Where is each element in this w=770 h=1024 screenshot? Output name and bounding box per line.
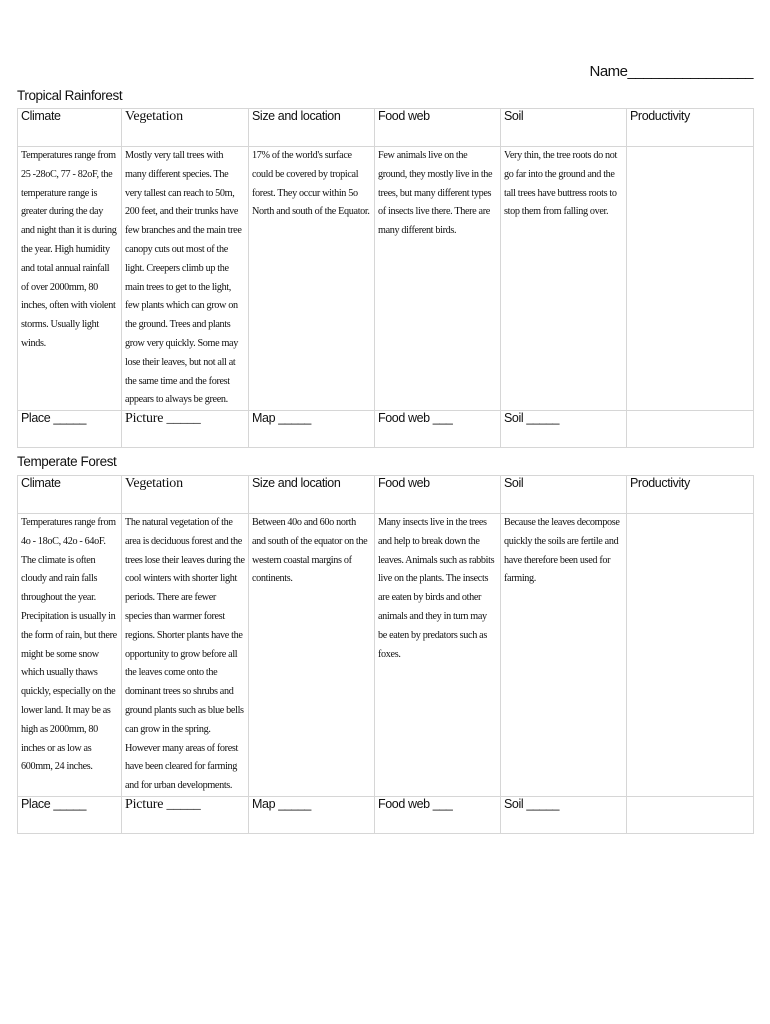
table-footer-row <box>18 411 754 448</box>
soil-field[interactable]: Soil _____ <box>501 411 627 448</box>
section-title-tropical: Tropical Rainforest <box>17 88 123 103</box>
food-web-field[interactable]: Food web ___ <box>375 411 501 448</box>
empty-field[interactable] <box>627 797 754 834</box>
table-header-row <box>18 476 754 514</box>
picture-field[interactable]: Picture _____ <box>122 797 249 834</box>
productivity-cell[interactable] <box>627 147 754 411</box>
food-web-cell: Few animals live on the ground, they mostly live in the trees, but many different types of insects live there. There are many different birds. <box>375 147 501 411</box>
soil-cell: Because the leaves decompose quickly the soils are fertile and have therefore been used for farming. <box>501 514 627 797</box>
map-field[interactable]: Map _____ <box>249 797 375 834</box>
vegetation-cell: The natural vegetation of the area is deciduous forest and the trees lose their leaves during the cool winters with shorter light periods. There are fewer species than warmer forest regions. Shorter plants have the opportunity to grow before all the leaves come onto the dominant trees so shrubs and ground plants such as blue bells can grow in the spring. However many areas of forest have been cleared for farming and for urban developments. <box>122 514 249 797</box>
header-size-location: Size and location <box>249 109 375 147</box>
header-soil: Soil <box>501 476 627 514</box>
header-climate: Climate <box>18 109 122 147</box>
climate-cell: Temperatures range from 4o - 18oC, 42o - 64oF. The climate is often cloudy and rain falls throughout the year. Precipitation is usually in the form of rain, but there might be some snow which usually thaws quickly, especially on the lower land. It may be as high as 2000mm, 80 inches or as low as 600mm, 24 inches. <box>18 514 122 797</box>
map-field[interactable]: Map _____ <box>249 411 375 448</box>
empty-field[interactable] <box>627 411 754 448</box>
temperate-forest-table <box>17 475 754 834</box>
table-row <box>18 147 754 411</box>
place-field[interactable]: Place _____ <box>18 411 122 448</box>
name-label: Name________________ <box>589 63 753 80</box>
table-header-row <box>18 109 754 147</box>
header-food-web: Food web <box>375 476 501 514</box>
section-title-temperate: Temperate Forest <box>17 454 117 469</box>
table-row <box>18 514 754 797</box>
header-vegetation: Vegetation <box>122 476 249 514</box>
food-web-cell: Many insects live in the trees and help to break down the leaves. Animals such as rabbits live on the plants. The insects are eaten by birds and other animals and they in turn may be eaten by predators such as foxes. <box>375 514 501 797</box>
header-productivity: Productivity <box>627 109 754 147</box>
header-food-web: Food web <box>375 109 501 147</box>
climate-cell: Temperatures range from 25 -28oC, 77 - 82oF, the temperature range is greater during the day and night than it is during the year. High humidity and total annual rainfall of over 2000mm, 80 inches, often with violent storms. Usually light winds. <box>18 147 122 411</box>
tropical-rainforest-table <box>17 108 754 448</box>
header-vegetation: Vegetation <box>122 109 249 147</box>
food-web-field[interactable]: Food web ___ <box>375 797 501 834</box>
size-location-cell: Between 40o and 60o north and south of the equator on the western coastal margins of continents. <box>249 514 375 797</box>
header-productivity: Productivity <box>627 476 754 514</box>
place-field[interactable]: Place _____ <box>18 797 122 834</box>
size-location-cell: 17% of the world's surface could be covered by tropical forest. They occur within 5o North and south of the Equator. <box>249 147 375 411</box>
productivity-cell[interactable] <box>627 514 754 797</box>
vegetation-cell: Mostly very tall trees with many different species. The very tallest can reach to 50m, 200 feet, and their trunks have few branches and the main tree canopy cuts out most of the light. Creepers climb up the main trees to get to the light, few plants which can grow on the ground. Trees and plants grow very quickly. Some may lose their leaves, but not all at the same time and the forest appears to always be green. <box>122 147 249 411</box>
table-footer-row <box>18 797 754 834</box>
soil-field[interactable]: Soil _____ <box>501 797 627 834</box>
header-soil: Soil <box>501 109 627 147</box>
picture-field[interactable]: Picture _____ <box>122 411 249 448</box>
header-size-location: Size and location <box>249 476 375 514</box>
header-climate: Climate <box>18 476 122 514</box>
soil-cell: Very thin, the tree roots do not go far into the ground and the tall trees have buttress roots to stop them from falling over. <box>501 147 627 411</box>
name-field[interactable] <box>590 63 754 80</box>
